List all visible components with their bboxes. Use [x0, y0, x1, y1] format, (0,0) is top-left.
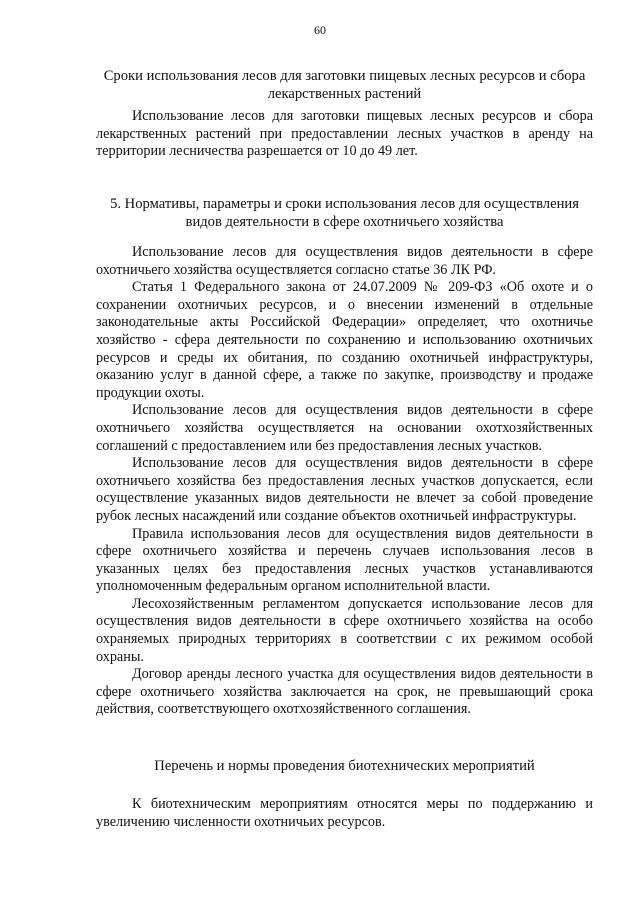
section-body-harvesting-terms — [96, 108, 593, 161]
section-body-biotechnical — [96, 796, 593, 831]
paragraph: Использование лесов для осуществления видов деятельности в сфере охотничьего хозяйства без предоставления лесных участков допускается, если осуществление указанных видов деятельности не влечет за собой проведение рубок лесных насаждений или создание объектов охотничьей инфраструктуры. — [96, 455, 593, 524]
paragraph: Использование лесов для осуществления видов деятельности в сфере охотничьего хозяйства осуществляется согласно статье 36 ЛК РФ. — [96, 244, 593, 278]
page-number: 60 — [314, 23, 326, 37]
section-heading-harvesting-terms: Сроки использования лесов для заготовки пищевых лесных ресурсов и сбора лекарственных растений — [103, 68, 586, 102]
paragraph: Лесохозяйственным регламентом допускается использование лесов для осуществления видов деятельности в сфере охотничьего хозяйства на особо охраняемых природных территориях в соответствии с их режимом особой охраны. — [96, 595, 593, 665]
section-body-hunting — [96, 244, 593, 719]
section-heading-biotechnical: Перечень и нормы проведения биотехнических мероприятий — [154, 758, 535, 774]
paragraph: Использование лесов для заготовки пищевых лесных ресурсов и сбора лекарственных растений при предоставлении лесных участков в аренду на территории лесничества разрешается от 10 до 49 лет. — [96, 108, 593, 160]
paragraph: Статья 1 Федерального закона от 24.07.2009 № 209-ФЗ «Об охоте и о сохранении охотничьих ресурсов, и о внесении изменений в отдельные законодательные акты Российской Федерации» определяет, что охотничье хозяйство - сфера деятельности по сохранению и использованию охотничьих ресурсов и среды их обитания, по созданию охотничьей инфраструктуры, оказанию услуг в данной сфере, а также по закупке, производству и продаже продукции охоты. — [96, 279, 593, 401]
paragraph: К биотехническим мероприятиям относятся меры по поддержанию и увеличению численности охотничьих ресурсов. — [96, 796, 593, 830]
paragraph: Договор аренды лесного участка для осуществления видов деятельности в сфере охотничьего хозяйства заключается на срок, не превышающий срока действия, соответствующего охотхозяйственного соглашения. — [96, 666, 593, 718]
paragraph: Правила использования лесов для осуществления видов деятельности в сфере охотничьего хозяйства и перечень случаев использования лесов в указанных целях без предоставления лесных участков устанавливаются уполномоченным федеральным органом исполнительной власти. — [96, 525, 593, 595]
section-heading-hunting: 5. Нормативы, параметры и сроки использования лесов для осуществления видов деятельности в сфере охотничьего хозяйства — [110, 196, 579, 230]
paragraph: Использование лесов для осуществления видов деятельности в сфере охотничьего хозяйства осуществляется на основании охотхозяйственных соглашений с предоставлением или без предоставления лесных участков. — [96, 402, 593, 454]
